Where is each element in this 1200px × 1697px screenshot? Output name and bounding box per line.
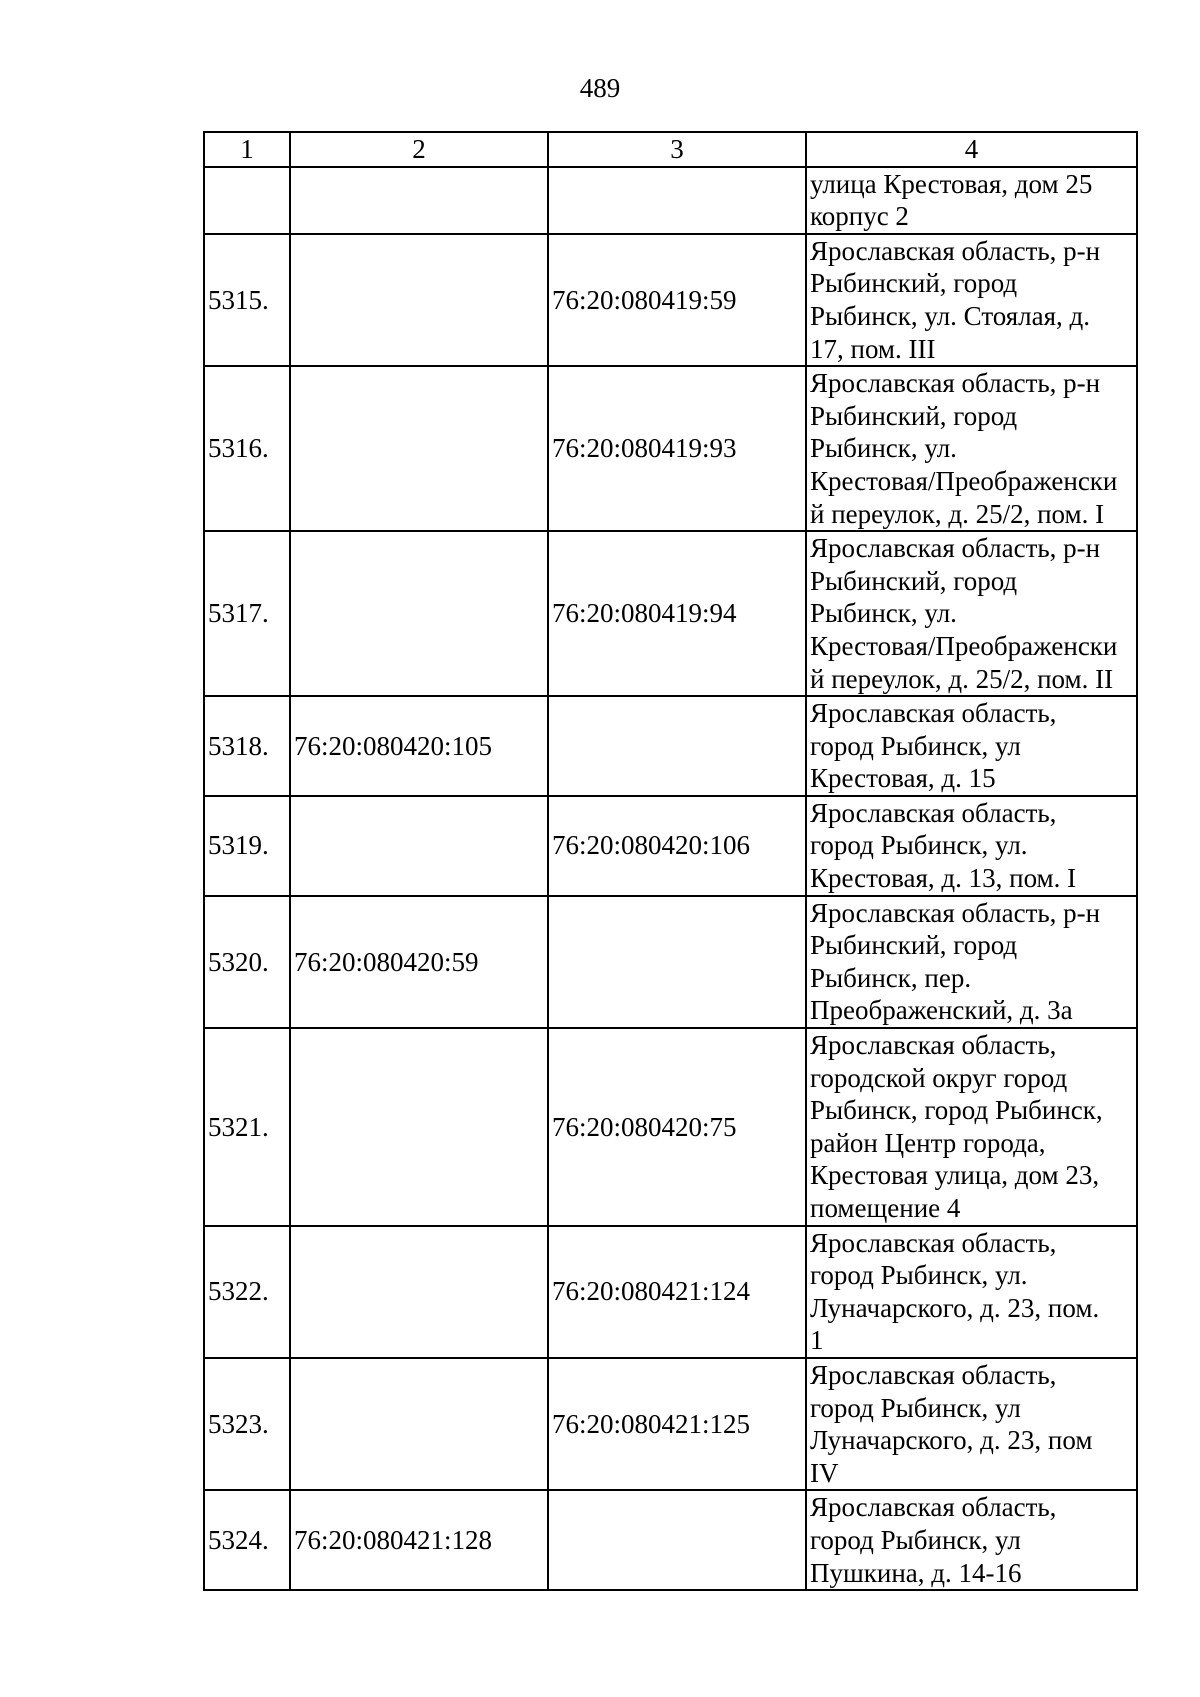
row-number xyxy=(204,167,290,234)
cadastral-number-col2 xyxy=(290,167,548,234)
cadastral-number-col3: 76:20:080420:106 xyxy=(548,796,806,896)
row-number: 5323. xyxy=(204,1358,290,1490)
table-row xyxy=(204,696,1137,796)
cadastral-number-col3 xyxy=(548,896,806,1028)
address: Ярославская область, р-н Рыбинский, город Рыбинск, ул. Крестовая/Преображенски й переулок, д. 25/2, пом. II xyxy=(806,531,1137,696)
cadastral-number-col2 xyxy=(290,531,548,696)
cadastral-number-col2 xyxy=(290,366,548,531)
cadastral-number-col3 xyxy=(548,696,806,796)
table-row xyxy=(204,1226,1137,1358)
address: Ярославская область, город Рыбинск, ул Крестовая, д. 15 xyxy=(806,696,1137,796)
address: улица Крестовая, дом 25 корпус 2 xyxy=(806,167,1137,234)
row-number: 5319. xyxy=(204,796,290,896)
address: Ярославская область, р-н Рыбинский, город Рыбинск, ул. Крестовая/Преображенски й переулок, д. 25/2, пом. I xyxy=(806,366,1137,531)
header-row xyxy=(204,132,1137,167)
address: Ярославская область, город Рыбинск, ул. Луначарского, д. 23, пом. 1 xyxy=(806,1226,1137,1358)
cadastral-number-col2: 76:20:080421:128 xyxy=(290,1490,548,1590)
cadastral-number-col2 xyxy=(290,796,548,896)
row-number: 5324. xyxy=(204,1490,290,1590)
cadastral-number-col3: 76:20:080421:125 xyxy=(548,1358,806,1490)
table-row xyxy=(204,366,1137,531)
column-header-1: 1 xyxy=(204,132,290,167)
cadastral-number-col2 xyxy=(290,1358,548,1490)
column-header-2: 2 xyxy=(290,132,548,167)
cadastral-number-col3: 76:20:080419:93 xyxy=(548,366,806,531)
row-number: 5317. xyxy=(204,531,290,696)
row-number: 5320. xyxy=(204,896,290,1028)
page-number: 489 xyxy=(579,73,621,103)
cadastral-number-col3: 76:20:080419:94 xyxy=(548,531,806,696)
address: Ярославская область, р-н Рыбинский, город Рыбинск, ул. Стоялая, д. 17, пом. III xyxy=(806,234,1137,366)
table-row xyxy=(204,1490,1137,1590)
table-row xyxy=(204,796,1137,896)
table-row xyxy=(204,1028,1137,1226)
address: Ярославская область, городской округ город Рыбинск, город Рыбинск, район Центр города, Крестовая улица, дом 23, помещение 4 xyxy=(806,1028,1137,1226)
column-header-4: 4 xyxy=(806,132,1137,167)
cadastral-number-col3 xyxy=(548,1490,806,1590)
cadastral-number-col2: 76:20:080420:59 xyxy=(290,896,548,1028)
cadastral-number-col3: 76:20:080421:124 xyxy=(548,1226,806,1358)
address: Ярославская область, город Рыбинск, ул Луначарского, д. 23, пом IV xyxy=(806,1358,1137,1490)
table-row xyxy=(204,167,1137,234)
cadastral-number-col3: 76:20:080420:75 xyxy=(548,1028,806,1226)
row-number: 5315. xyxy=(204,234,290,366)
column-header-3: 3 xyxy=(548,132,806,167)
address: Ярославская область, город Рыбинск, ул Пушкина, д. 14-16 xyxy=(806,1490,1137,1590)
row-number: 5316. xyxy=(204,366,290,531)
row-number: 5321. xyxy=(204,1028,290,1226)
row-number: 5322. xyxy=(204,1226,290,1358)
cadastral-number-col3 xyxy=(548,167,806,234)
cadastral-number-col2: 76:20:080420:105 xyxy=(290,696,548,796)
registry-table xyxy=(203,131,1138,1591)
cadastral-number-col2 xyxy=(290,1028,548,1226)
cadastral-number-col3: 76:20:080419:59 xyxy=(548,234,806,366)
address: Ярославская область, город Рыбинск, ул. Крестовая, д. 13, пом. I xyxy=(806,796,1137,896)
cadastral-number-col2 xyxy=(290,234,548,366)
table-row xyxy=(204,896,1137,1028)
table-row xyxy=(204,1358,1137,1490)
table-row xyxy=(204,234,1137,366)
table-row xyxy=(204,531,1137,696)
cadastral-number-col2 xyxy=(290,1226,548,1358)
row-number: 5318. xyxy=(204,696,290,796)
address: Ярославская область, р-н Рыбинский, город Рыбинск, пер. Преображенский, д. 3а xyxy=(806,896,1137,1028)
